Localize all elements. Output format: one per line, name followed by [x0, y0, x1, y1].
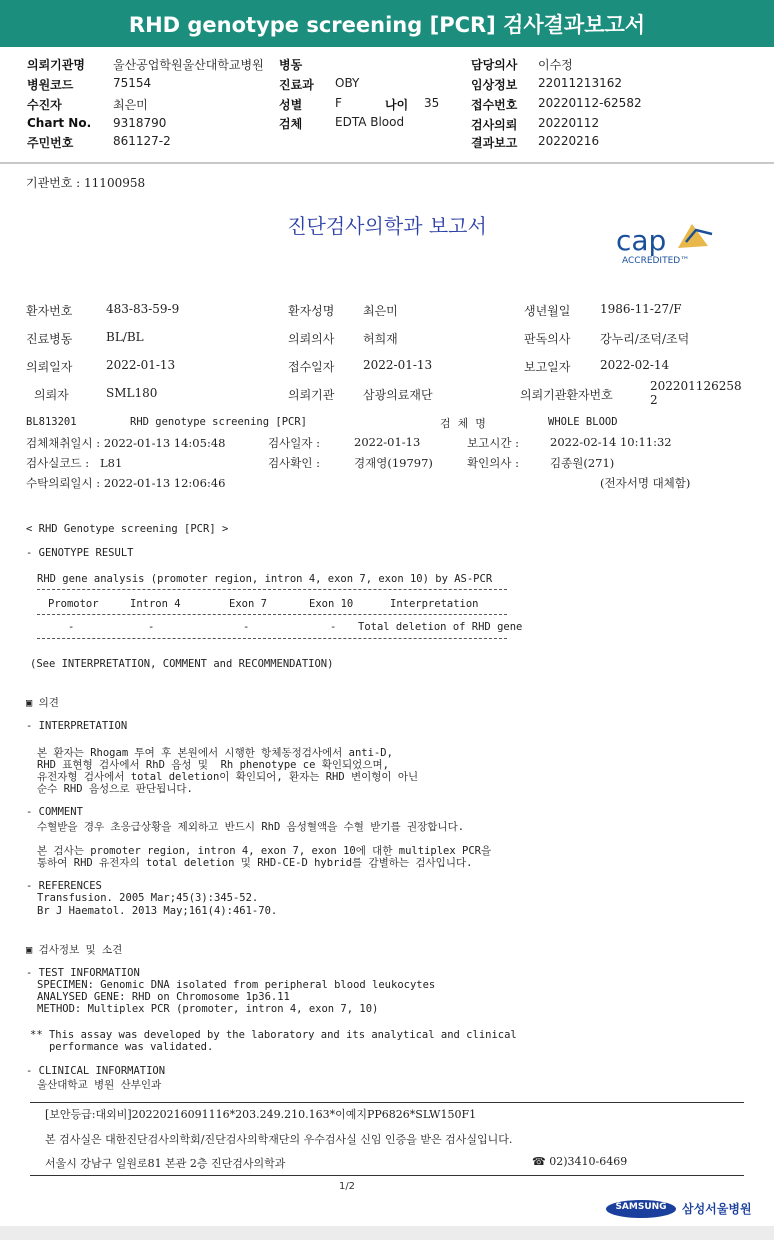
label-report-date: 보고일자 [524, 360, 571, 374]
label-org-patient-no: 의뢰기관환자번호 [520, 388, 613, 402]
page-bottom-strip [0, 1226, 774, 1240]
label-sex: 성별 [279, 98, 303, 112]
references-heading: - REFERENCES [26, 880, 102, 892]
opinion-heading: ▣ 의견 [26, 697, 59, 709]
samsung-wordmark: SAMSUNG [615, 1202, 667, 1212]
label-requesting-institution: 의뢰기관명 [27, 58, 85, 72]
value-birthdate: 1986-11-27/F [600, 302, 682, 316]
label-receipt-no: 접수번호 [471, 98, 518, 112]
label-reading-doctor: 판독의사 [524, 332, 571, 346]
footer-rule-top [30, 1102, 744, 1103]
test-name: RHD genotype screening [PCR] [130, 416, 308, 428]
label-attending-doctor: 담당의사 [471, 58, 518, 72]
interp-line-1: 본 환자는 Rhogam 투여 후 본원에서 시행한 항체동정검사에서 anti-D, [37, 747, 393, 759]
label-resident-no: 주민번호 [27, 136, 74, 150]
value-hospital-code: 75154 [113, 76, 152, 90]
value-ward-2: BL/BL [106, 330, 144, 344]
th-interpretation: Interpretation [390, 598, 479, 610]
value-receipt-date: 2022-01-13 [363, 358, 433, 372]
section-title: < RHD Genotype screening [PCR] > [26, 523, 229, 535]
label-ward: 병동 [279, 58, 303, 72]
value-specimen-name: WHOLE BLOOD [548, 416, 618, 428]
label-patient-no: 환자번호 [26, 304, 73, 318]
value-age: 35 [424, 96, 440, 110]
label-requesting-doctor: 의뢰의사 [288, 332, 335, 346]
label-examinee: 수진자 [27, 98, 62, 112]
value-examinee: 최은미 [113, 98, 148, 112]
value-org-patient-no-wrap: 2 [650, 393, 658, 407]
page-number: 1/2 [338, 1181, 356, 1192]
lab-code: 검사실코드 : L81 [26, 456, 123, 470]
label-receipt-date: 접수일자 [288, 360, 335, 374]
label-specimen-name: 검 체 명 [440, 417, 486, 430]
label-test-request: 검사의뢰 [471, 118, 518, 132]
value-patient-no: 483-83-59-9 [106, 302, 180, 316]
clinical-info-line: 울산대학교 병원 산부인과 [37, 1079, 162, 1091]
value-attending-doctor: 이수정 [538, 58, 573, 72]
label-age: 나이 [385, 98, 409, 112]
label-patient-name: 환자성명 [288, 304, 335, 318]
td-intron4: - [148, 621, 155, 633]
label-hospital-code: 병원코드 [27, 78, 74, 92]
table-rule-top [37, 589, 507, 590]
value-report-time: 2022-02-14 10:11:32 [550, 435, 672, 449]
comment-line-1: 수혈받을 경우 초응급상황을 제외하고 반드시 RhD 음성혈액을 수혈 받기를 권장합니다. [37, 821, 465, 833]
value-department: OBY [335, 76, 360, 90]
cap-accredited-logo [612, 218, 722, 268]
interp-line-2: RHD 표현형 검사에서 RhD 음성 및 Rh phenotype ce 확인되었으며, [37, 759, 389, 771]
value-patient-name: 최은미 [363, 304, 398, 318]
phone-line: ☎ 02)3410-6469 [532, 1155, 628, 1168]
analysis-line: RHD gene analysis (promoter region, intron 4, exon 7, exon 10) by AS-PCR [37, 573, 493, 585]
test-info-section: ▣ 검사정보 및 소견 [26, 944, 123, 956]
label-specimen: 검체 [279, 117, 303, 131]
value-test-date: 2022-01-13 [354, 435, 421, 449]
table-rule-mid [37, 614, 507, 615]
value-test-request: 20220112 [538, 116, 600, 130]
value-org-patient-no: 202201126258 [650, 379, 742, 393]
value-chart-no: 9318790 [113, 116, 167, 130]
address-line: 서울시 강남구 일원로81 본관 2층 진단검사의학과 [45, 1157, 286, 1170]
label-ward-2: 진료병동 [26, 332, 73, 346]
interp-line-3: 유전자형 검사에서 total deletion이 확인되어, 환자는 RHD 변이형이 아닌 [37, 771, 419, 783]
value-requester: SML180 [106, 386, 158, 400]
td-exon10: - [330, 621, 337, 633]
value-resident-no: 861127-2 [113, 134, 171, 148]
td-interpretation: Total deletion of RHD gene [358, 621, 523, 633]
td-exon7: - [243, 621, 250, 633]
value-test-confirm: 경재영(19797) [354, 456, 433, 470]
label-test-confirm: 검사확인 : [268, 456, 320, 470]
value-sex: F [335, 96, 342, 110]
td-promotor: - [68, 621, 75, 633]
see-note: (See INTERPRETATION, COMMENT and RECOMMENDATION) [30, 658, 334, 670]
value-requesting-doctor: 허희재 [363, 332, 398, 346]
th-promotor: Promotor [48, 598, 99, 610]
test-info-specimen: SPECIMEN: Genomic DNA isolated from peripheral blood leukocytes [37, 979, 436, 991]
security-line: [보안등급:대외비]20220216091116*203.249.210.163*이예지PP6826*SLW150F1 [45, 1108, 477, 1121]
label-confirm-doctor: 확인의사 : [467, 456, 519, 470]
cap-logo-icon [612, 218, 722, 268]
label-clinical-info: 임상정보 [471, 78, 518, 92]
table-rule-bottom [37, 638, 507, 639]
clinical-info-heading: - CLINICAL INFORMATION [26, 1065, 166, 1077]
genotype-result-heading: - GENOTYPE RESULT [26, 547, 134, 559]
institution-number: 기관번호 : 11100958 [26, 176, 146, 190]
th-exon10: Exon 10 [309, 598, 354, 610]
label-requester: 의뢰자 [34, 388, 69, 402]
label-result-report: 결과보고 [471, 136, 518, 150]
label-chart-no: Chart No. [27, 116, 92, 130]
e-signature-note: (전자서명 대체함) [600, 476, 691, 490]
lab-report-title: 진단검사의학과 보고서 [287, 214, 487, 238]
comment-line-3: 본 검사는 promoter region, intron 4, exon 7, exon 10에 대한 multiplex PCR을 [37, 845, 492, 857]
th-exon7: Exon 7 [229, 598, 267, 610]
test-code: BL813201 [26, 416, 77, 428]
test-info-gene: ANALYSED GENE: RHD on Chromosome 1p36.11 [37, 991, 290, 1003]
value-confirm-doctor: 김종원(271) [550, 456, 615, 470]
label-request-date: 의뢰일자 [26, 360, 73, 374]
footer-rule-bottom [30, 1175, 744, 1176]
divider [0, 162, 774, 164]
hospital-name: 삼성서울병원 [682, 1202, 752, 1216]
svg-text:ACCREDITED™: ACCREDITED™ [622, 256, 690, 266]
value-requesting-org: 삼광의료재단 [363, 388, 433, 402]
test-info-heading: - TEST INFORMATION [26, 967, 140, 979]
label-department: 진료과 [279, 78, 314, 92]
comment-heading: - COMMENT [26, 806, 83, 818]
certification-line: 본 검사실은 대한진단검사의학회/진단검사의학재단의 우수검사실 신임 인증을 받은 검사실입니다. [45, 1133, 513, 1146]
report-header-title: RHD genotype screening [PCR] 검사결과보고서 [128, 13, 646, 37]
comment-line-4: 통하여 RHD 유전자의 total deletion 및 RHD-CE-D hybrid를 감별하는 검사입니다. [37, 857, 473, 869]
label-birthdate: 생년월일 [524, 304, 571, 318]
value-specimen: EDTA Blood [335, 115, 405, 129]
reference-2: Br J Haematol. 2013 May;161(4):461-70. [37, 905, 278, 917]
assay-note-1: ** This assay was developed by the laboratory and its analytical and clinical [30, 1029, 517, 1041]
label-requesting-org: 의뢰기관 [288, 388, 335, 402]
collection-time: 검체채취일시 : 2022-01-13 14:05:48 [26, 436, 226, 450]
value-request-date: 2022-01-13 [106, 358, 176, 372]
value-receipt-no: 20220112-62582 [538, 96, 642, 110]
reference-1: Transfusion. 2005 Mar;45(3):345-52. [37, 892, 259, 904]
value-clinical-info: 22011213162 [538, 76, 622, 90]
interp-line-4: 순수 RHD 음성으로 판단됩니다. [37, 783, 193, 795]
test-info-method: METHOD: Multiplex PCR (promoter, intron 4, exon 7, 10) [37, 1003, 379, 1015]
samsung-hospital-logo [606, 1197, 752, 1221]
value-result-report: 20220216 [538, 134, 600, 148]
value-requesting-institution: 울산공업학원울산대학교병원 [113, 58, 264, 72]
svg-text:cap: cap [616, 224, 667, 257]
interpretation-heading: - INTERPRETATION [26, 720, 128, 732]
value-report-date: 2022-02-14 [600, 358, 670, 372]
assay-note-2: performance was validated. [30, 1041, 214, 1053]
th-intron4: Intron 4 [130, 598, 181, 610]
value-reading-doctor: 강누리/조덕/조덕 [600, 332, 690, 346]
label-report-time: 보고시간 : [467, 436, 519, 450]
consignment-time: 수탁의뢰일시 : 2022-01-13 12:06:46 [26, 476, 226, 490]
label-test-date: 검사일자 : [268, 436, 320, 450]
